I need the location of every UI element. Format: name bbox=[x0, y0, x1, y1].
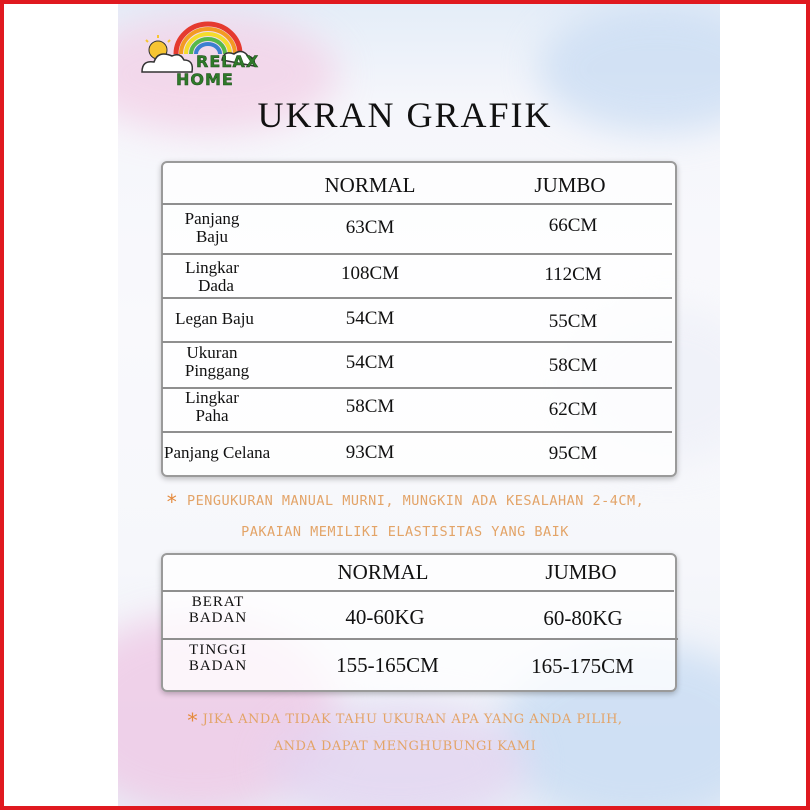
label-line: BADAN bbox=[188, 609, 248, 626]
weight-row-label bbox=[168, 595, 268, 627]
size-row-label bbox=[164, 444, 298, 462]
weight-header-normal: NORMAL bbox=[337, 560, 429, 584]
label-line: BERAT bbox=[191, 594, 245, 610]
row-divider bbox=[162, 203, 672, 205]
row-divider bbox=[162, 341, 672, 343]
logo-text-home: HOME bbox=[176, 70, 234, 89]
size-normal-value: 54CM bbox=[345, 308, 395, 329]
weight-jumbo-value: 60-80KG bbox=[543, 606, 623, 630]
size-row-label bbox=[162, 210, 262, 246]
height-row-label bbox=[168, 643, 268, 675]
size-jumbo-value: 112CM bbox=[544, 264, 602, 285]
size-row-label bbox=[162, 310, 267, 328]
size-row-label bbox=[162, 389, 262, 425]
size-row-label bbox=[162, 259, 262, 295]
label-line: Legan Baju bbox=[175, 309, 254, 328]
contact-note bbox=[0, 708, 810, 732]
size-jumbo-value: 58CM bbox=[548, 355, 598, 376]
contact-note-line-2: ANDA DAPAT MENGHUBUNGI KAMI bbox=[273, 739, 537, 754]
label-line: Lingkar bbox=[185, 388, 239, 407]
size-normal-value: 93CM bbox=[345, 442, 395, 463]
size-normal-value: 54CM bbox=[345, 352, 395, 373]
measurement-note bbox=[0, 490, 810, 514]
label-line: TINGGI bbox=[189, 642, 247, 658]
weight-header-jumbo: JUMBO bbox=[545, 560, 617, 584]
size-jumbo-value: 55CM bbox=[548, 311, 598, 332]
label-line: Panjang Celana bbox=[164, 443, 271, 462]
row-divider bbox=[162, 638, 678, 640]
page-title: UKRAN GRAFIK bbox=[257, 95, 553, 135]
label-line: Pinggang bbox=[184, 360, 250, 380]
asterisk-icon: * bbox=[165, 490, 179, 514]
label-line: Dada bbox=[198, 275, 234, 295]
size-normal-value: 63CM bbox=[345, 217, 395, 238]
weight-normal-value: 40-60KG bbox=[345, 605, 425, 629]
size-jumbo-value: 62CM bbox=[548, 399, 598, 420]
height-jumbo-value: 165-175CM bbox=[531, 654, 634, 678]
size-row-label bbox=[162, 344, 262, 380]
note-line-1: PENGUKURAN MANUAL MURNI, MUNGKIN ADA KESALAHAN 2-4CM, bbox=[186, 493, 645, 509]
size-normal-value: 108CM bbox=[340, 263, 400, 284]
label-line: Panjang bbox=[184, 209, 240, 228]
label-line: BADAN bbox=[188, 657, 248, 674]
logo-text-relax: RELAX bbox=[196, 52, 260, 71]
size-header-jumbo: JUMBO bbox=[534, 173, 606, 197]
row-divider bbox=[162, 253, 672, 255]
row-divider bbox=[162, 590, 674, 592]
size-normal-value: 58CM bbox=[345, 396, 395, 417]
measurement-note-line-2: PAKAIAN MEMILIKI ELASTISITAS YANG BAIK bbox=[241, 524, 569, 540]
row-divider bbox=[162, 297, 672, 299]
size-header-normal: NORMAL bbox=[324, 173, 416, 197]
height-normal-value: 155-165CM bbox=[336, 653, 439, 677]
label-line: Baju bbox=[195, 226, 229, 246]
label-line: Paha bbox=[195, 405, 229, 425]
row-divider bbox=[162, 431, 672, 433]
size-jumbo-value: 66CM bbox=[548, 215, 598, 236]
label-line: Ukuran bbox=[186, 343, 238, 362]
asterisk-icon: * bbox=[187, 708, 198, 732]
note-line-1: JIKA ANDA TIDAK TAHU UKURAN APA YANG ANDA PILIH, bbox=[202, 712, 623, 727]
size-jumbo-value: 95CM bbox=[548, 443, 598, 464]
label-line: Lingkar bbox=[185, 258, 239, 277]
